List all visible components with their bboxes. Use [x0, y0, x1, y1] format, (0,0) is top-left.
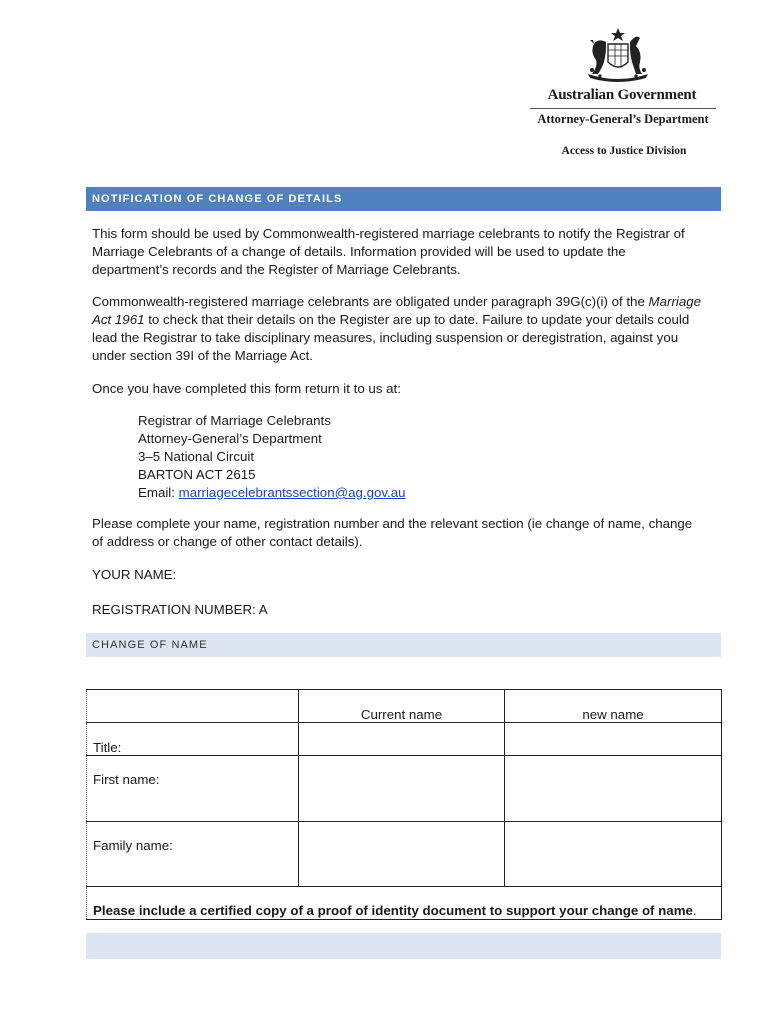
- row-label-title: Title:: [87, 723, 299, 756]
- postal-address-block: [138, 412, 558, 502]
- coat-of-arms-crest: [578, 28, 658, 86]
- new-family-name-field[interactable]: [505, 822, 722, 887]
- row-label-family-name: Family name:: [87, 822, 299, 887]
- email-link[interactable]: marriagecelebrantssection@ag.gov.au: [178, 485, 406, 500]
- completion-instruction: [92, 515, 702, 551]
- return-text: Once you have completed this form return it to us at:: [92, 381, 401, 396]
- new-first-name-field[interactable]: [505, 756, 722, 822]
- current-title-field[interactable]: [299, 723, 505, 756]
- current-first-name-field[interactable]: [299, 756, 505, 822]
- table-row-family-name: [87, 822, 722, 887]
- government-title: Australian Government: [547, 87, 697, 103]
- header-new-name: new name: [505, 690, 722, 723]
- completion-text: Please complete your name, registration number and the relevant section (ie change of name, change of address or change of other contact details).: [92, 516, 693, 549]
- intro-paragraph-2: [92, 293, 702, 365]
- note-period: .: [692, 903, 697, 918]
- address-line-4: BARTON ACT 2615: [138, 467, 256, 482]
- proof-of-identity-note: [87, 887, 722, 920]
- address-line-3: 3–5 National Circuit: [138, 449, 255, 464]
- new-title-field[interactable]: [505, 723, 722, 756]
- email-label: Email:: [138, 485, 179, 500]
- table-row-title: [87, 723, 722, 756]
- current-family-name-field[interactable]: [299, 822, 505, 887]
- table-note-row: [87, 887, 722, 920]
- intro-text-1: This form should be used by Commonwealth-registered marriage celebrants to notify the Registrar of Marriage Celebrants of a change of details. Information provided will be used to update the department’s records and the Register of Marriage Celebrants.: [92, 226, 685, 277]
- table-header-row: [87, 690, 722, 723]
- address-email-line: [138, 484, 558, 502]
- return-instruction: [92, 380, 702, 398]
- registration-number-label: REGISTRATION NUMBER: A: [92, 602, 268, 617]
- section-header-change-of-name: CHANGE OF NAME: [86, 633, 721, 657]
- your-name-label: YOUR NAME:: [92, 567, 177, 582]
- table-row-first-name: [87, 756, 722, 822]
- intro-text-2-start: Commonwealth-registered marriage celebrants are obligated under paragraph 39G(c)(i) of the: [92, 294, 649, 309]
- header-cell-blank: [87, 690, 299, 723]
- division-title: Access to Justice Division: [561, 145, 687, 157]
- address-line-2: Attorney-General’s Department: [138, 431, 322, 446]
- marriage-act-reference: Marriage Act 1961: [92, 294, 702, 327]
- proof-of-identity-text: Please include a certified copy of a proof of identity document to support your change of name: [93, 903, 693, 918]
- intro-paragraph-1: [92, 225, 702, 279]
- address-line-1: Registrar of Marriage Celebrants: [138, 413, 331, 428]
- header-current-name: Current name: [299, 690, 505, 723]
- next-section-bar: [86, 933, 721, 959]
- section-header-notification: NOTIFICATION OF CHANGE OF DETAILS: [86, 187, 721, 211]
- header-divider: [530, 108, 716, 109]
- intro-text-2-end: to check that their details on the Register are up to date. Failure to update your details could lead the Registrar to take disciplinary measures, including suspension or deregistration, against you under section 39I of the Marriage Act.: [92, 311, 690, 363]
- department-title: Attorney-General’s Department: [537, 112, 709, 126]
- row-label-first-name: First name:: [87, 756, 299, 822]
- change-of-name-table: [86, 689, 722, 920]
